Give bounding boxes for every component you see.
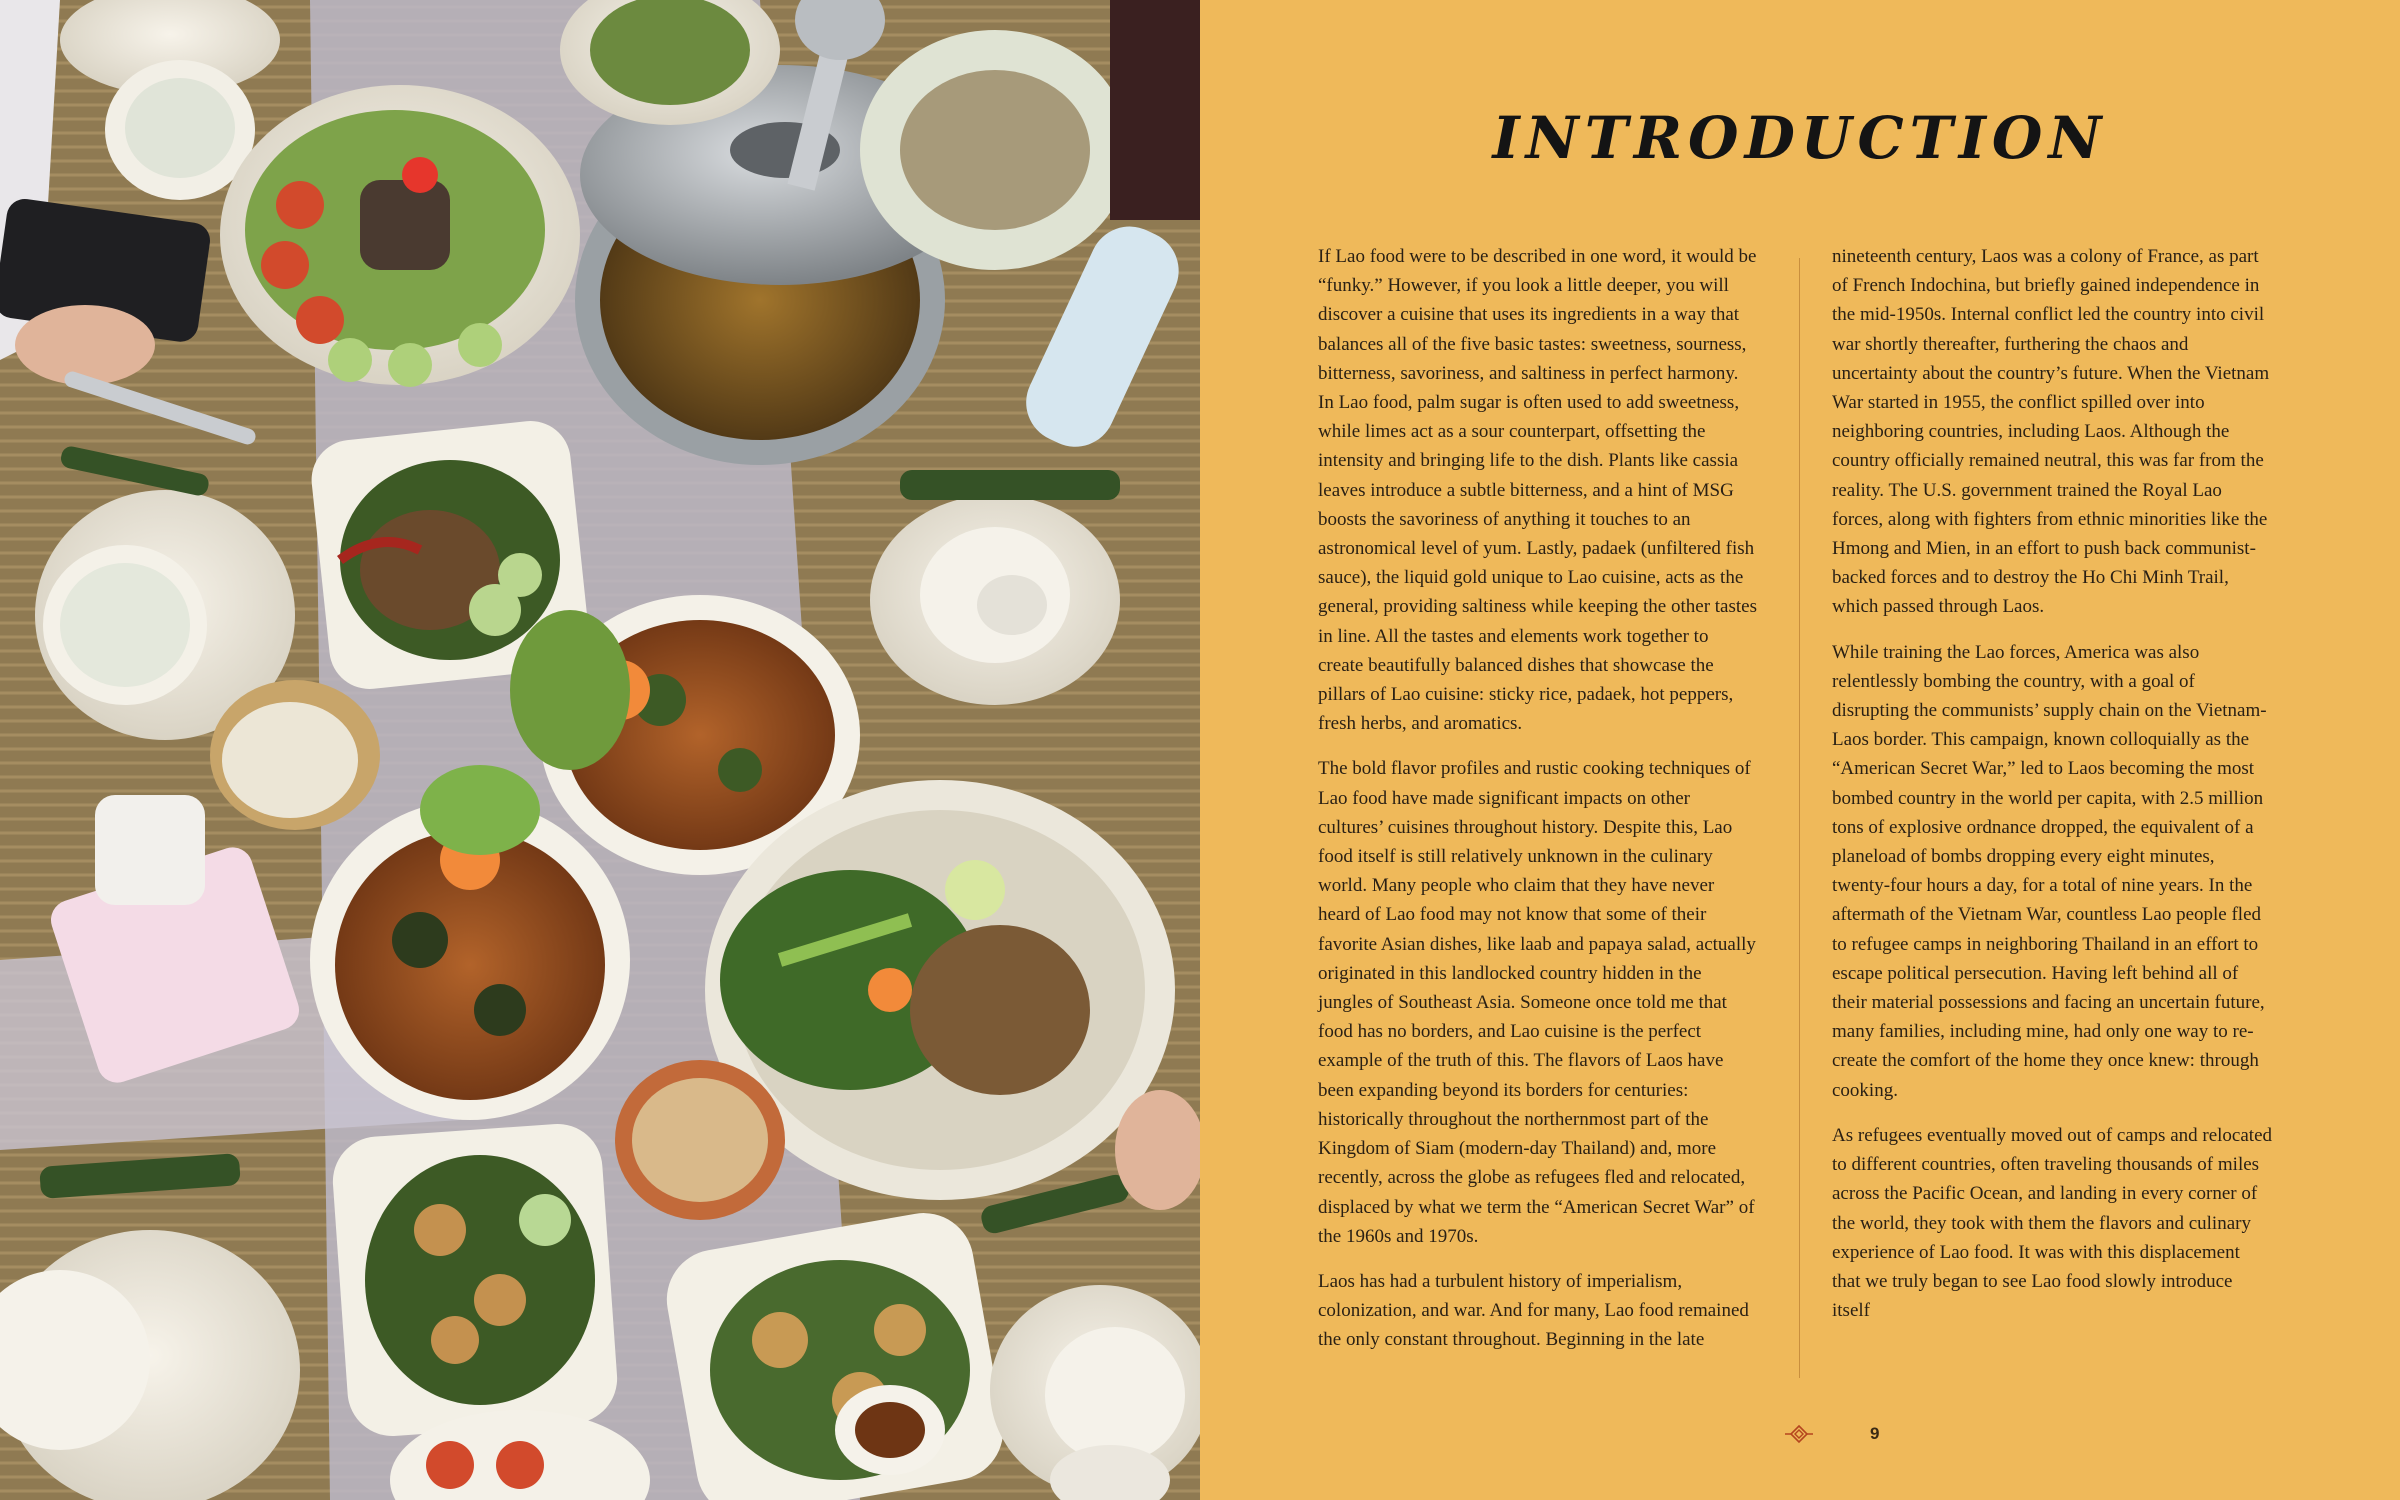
text-page bbox=[1200, 0, 2400, 1500]
column-divider bbox=[1799, 258, 1800, 1378]
page-number: 9 bbox=[1870, 1424, 1880, 1443]
paragraph: As refugees eventually moved out of camps and relocated to different countries, often traveling thousands of miles across the Pacific Ocean, and landing in every corner of the world, they took with them the flavors and culinary experience of Lao food. It was with this displacement that we truly began to see Lao food slowly introduce itself bbox=[1832, 1124, 2273, 1322]
paragraph: If Lao food were to be described in one word, it would be “funky.” However, if you look a little deeper, you will discover a cuisine that uses its ingredients in a way that balances all of the five basic tastes: sweetness, sourness, bitterness, savoriness, and saltiness in perfect harmony. In Lao food, palm sugar is often used to add sweetness, while limes act as a sour counterpart, offsetting the intensity and bringing life to the dish. Plants like cassia leaves introduce a subtle bitterness, and a hint of MSG boosts the savoriness of anything it touches to an astronomical level of yum. Lastly, padaek (unfiltered fish sauce), the liquid gold unique to Lao cuisine, acts as the general, providing saltiness while keeping the other tastes in line. All the tastes and elements work together to create beautifully balanced dishes that showcase the pillars of Lao cuisine: sticky rice, padaek, hot peppers, fresh herbs, and aromatics. bbox=[1318, 246, 1757, 735]
ornament-icon bbox=[1784, 1424, 1814, 1444]
left-column bbox=[1318, 242, 1758, 1371]
paragraph: The bold flavor profiles and rustic cooking techniques of Lao food have made significant impacts on other cultures’ cuisines throughout history. Despite this, Lao food itself is still relatively unknown in the culinary world. Many people who claim that they have never heard of Lao food may not know that some of their favorite Asian dishes, like laab and papaya salad, actually originated in this landlocked country hidden in the jungles of Southeast Asia. Someone once told me that food has no borders, and Lao cuisine is the perfect example of the truth of this. The flavors of Laos have been expanding beyond its borders for centuries: historically throughout the northernmost part of the Kingdom of Siam (modern-day Thailand) and, more recently, across the globe as refugees fled and relocated, displaced by what we term the “American Secret War” of the 1960s and 1970s. bbox=[1318, 758, 1756, 1247]
paragraph: While training the Lao forces, America was also relentlessly bombing the country, with a goal of disrupting the communists’ supply chain on the Vietnam-Laos border. This campaign, known colloquially as the “American Secret War,” led to Laos becoming the most bombed country in the world per capita, with 2.5 million tons of explosive ordnance dropped, the equivalent of a planeload of bombs dropping every eight minutes, twenty-four hours a day, for a total of nine years. In the aftermath of the Vietnam War, countless Lao people fled to refugee camps in neighboring Thailand in an effort to escape political persecution. Having left behind all of their material possessions and facing an uncertain future, many families, including mine, had only one way to re-create the comfort of the home they once knew: through cooking. bbox=[1832, 641, 2267, 1101]
paragraph: Laos has had a turbulent history of imperialism, colonization, and war. And for many, Lao food remained the only constant throughout. Beginning in the late bbox=[1318, 1270, 1749, 1351]
page-title: INTRODUCTION bbox=[1492, 104, 2108, 172]
right-column bbox=[1832, 242, 2272, 1341]
paragraph: nineteenth century, Laos was a colony of France, as part of French Indochina, but briefly gained independence in the mid-1950s. Internal conflict led the country into civil war shortly thereafter, furthering the chaos and uncertainty about the country’s future. When the Vietnam War started in 1955, the conflict spilled over into neighboring countries, including Laos. Although the country officially remained neutral, this was far from the reality. The U.S. government trained the Royal Lao forces, along with fighters from ethnic minorities like the Hmong and Mien, in an effort to push back communist-backed forces and to destroy the Ho Chi Minh Trail, which passed through Laos. bbox=[1832, 246, 2270, 618]
